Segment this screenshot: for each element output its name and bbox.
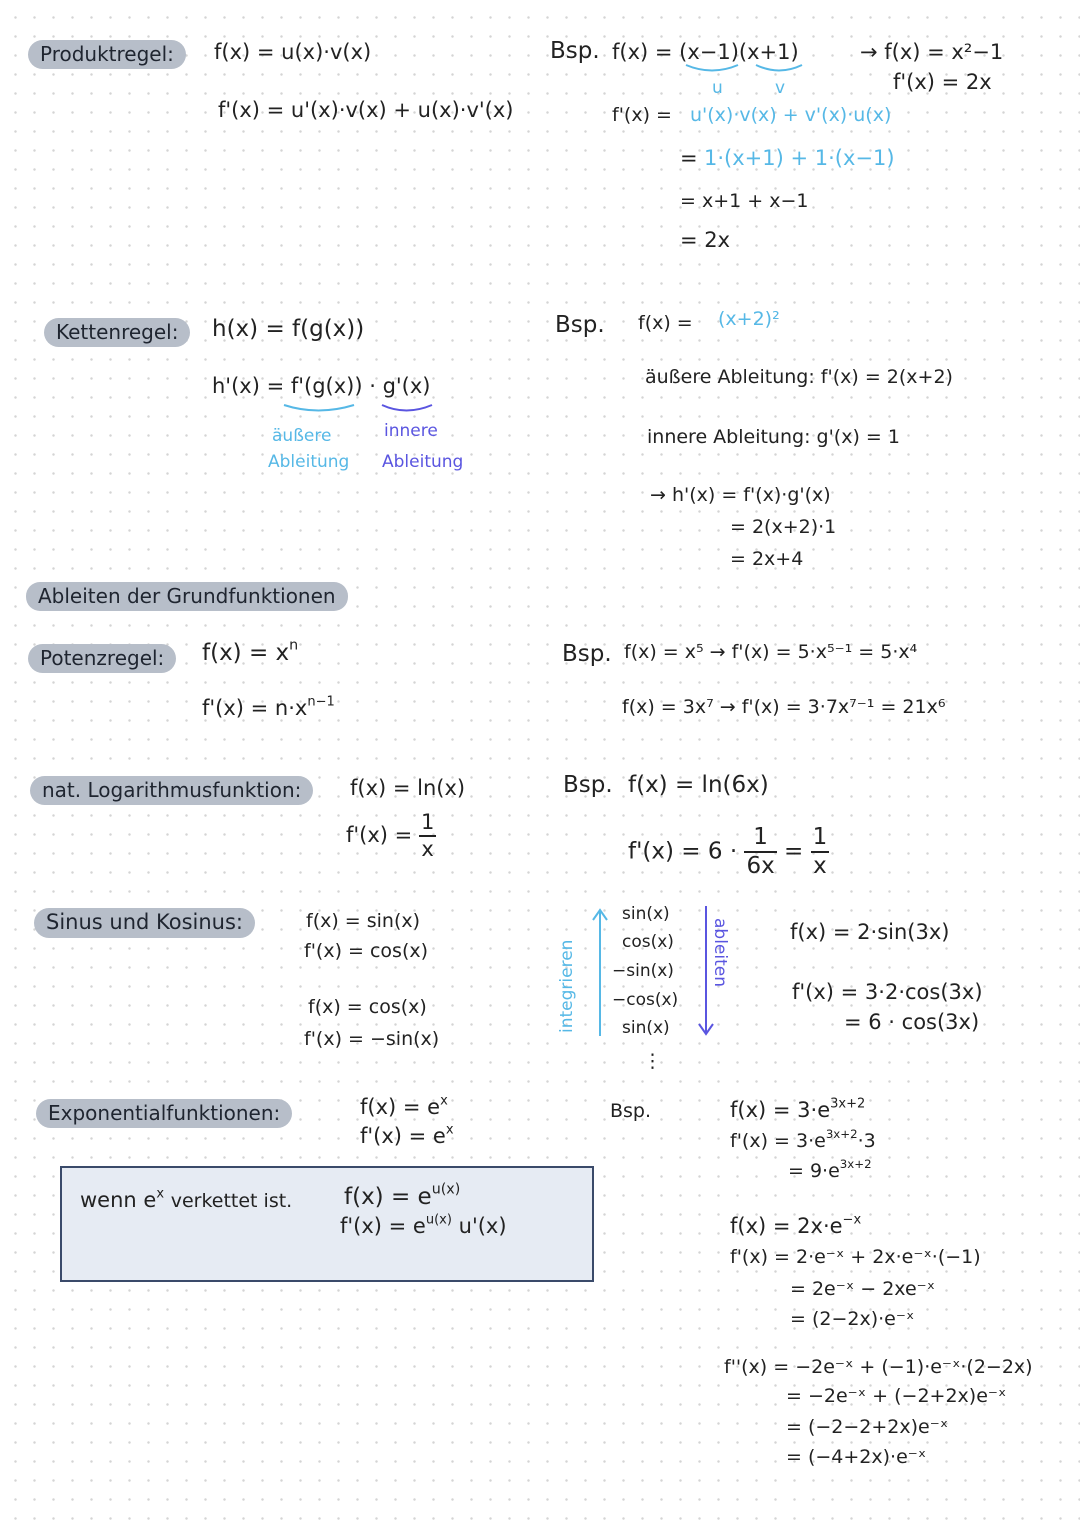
sin-example-fprime: f'(x) = 3·2·cos(3x) xyxy=(792,980,983,1004)
cycle-dots: ⋮ xyxy=(643,1050,662,1072)
potenz-fp-exp: n−1 xyxy=(307,694,335,710)
sin-formula: f(x) = sin(x) xyxy=(306,910,421,932)
potenz-bsp: Bsp. xyxy=(562,641,612,667)
expo-ex2-line2: f'(x) = 2·e⁻ˣ + 2x·e⁻ˣ·(−1) xyxy=(730,1246,981,1268)
potenz-example-2: f(x) = 3x⁷ → f'(x) = 3·7x⁷⁻¹ = 21x⁶ xyxy=(622,696,946,718)
produkt-u-label: u xyxy=(712,78,723,98)
kettenregel-label: Kettenregel: xyxy=(44,318,190,347)
sin-derivative: f'(x) = cos(x) xyxy=(304,940,429,962)
expo-ex2-line3: = 2e⁻ˣ − 2xe⁻ˣ xyxy=(790,1278,936,1300)
ketten-derivative: h'(x) = f'(g(x)) · g'(x) xyxy=(212,374,431,398)
ln-fraction xyxy=(419,812,436,860)
potenz-fp-base: f'(x) = n·x xyxy=(202,696,308,720)
produkt-arrow-f: → f(x) = x²−1 xyxy=(860,40,1004,64)
box-formula xyxy=(344,1181,461,1210)
sin-example-f: f(x) = 2·sin(3x) xyxy=(790,920,950,944)
produkt-formula: f(x) = u(x)·v(x) xyxy=(214,40,372,64)
produkt-v-label: v xyxy=(775,78,786,98)
logarithmus-label: nat. Logarithmusfunktion: xyxy=(30,776,313,805)
integrieren-arrow-icon xyxy=(584,906,614,1040)
expo-ex1-l3-base: = 9·e xyxy=(788,1160,840,1182)
ln-ex-fraction-1 xyxy=(744,826,776,878)
cycle-item-2: cos(x) xyxy=(622,932,674,952)
ketten-innere: innere xyxy=(384,421,438,441)
ln-fp-lhs: f'(x) = xyxy=(346,823,413,847)
box-fp-exp: u(x) xyxy=(425,1212,452,1228)
ln-ex-num-2: 1 xyxy=(811,826,830,853)
box-fp-base: f'(x) = e xyxy=(340,1214,426,1238)
box-text-e: wenn e xyxy=(80,1188,157,1212)
ln-frac-num: 1 xyxy=(419,812,436,837)
expo-ex2-line1 xyxy=(730,1212,862,1238)
expo-ex2-l1-exp: −x xyxy=(842,1212,862,1228)
integrieren-label: integrieren xyxy=(557,939,577,1033)
cycle-item-4: −cos(x) xyxy=(612,990,679,1010)
ln-frac-den: x xyxy=(421,837,434,861)
ketten-res3: = 2x+4 xyxy=(730,548,804,570)
expo-ex1-l2-rest: ·3 xyxy=(857,1130,876,1152)
expo-ex2-line7: = (−2−2+2x)e⁻ˣ xyxy=(786,1416,949,1438)
potenz-derivative xyxy=(202,694,335,720)
ketten-innere-ableitung: Ableitung xyxy=(382,452,464,472)
expo-ex1-l1-exp: 3x+2 xyxy=(830,1096,866,1112)
expo-fp-exp: x xyxy=(445,1122,454,1138)
expo-ex2-line4: = (2−2x)·e⁻ˣ xyxy=(790,1308,915,1330)
exponential-label: Exponentialfunktionen: xyxy=(36,1099,292,1128)
potenzregel-label: Potenzregel: xyxy=(28,644,176,673)
expo-formula xyxy=(360,1093,448,1119)
sinus-kosinus-label: Sinus und Kosinus: xyxy=(34,908,255,938)
produktregel-label: Produktregel: xyxy=(28,40,186,69)
ln-ex-eq: = xyxy=(784,838,804,865)
ln-ex-den-1: 6x xyxy=(746,853,775,879)
produkt-derivative: f'(x) = u'(x)·v(x) + u(x)·v'(x) xyxy=(218,98,514,122)
expo-ex1-l1-base: f(x) = 3·e xyxy=(730,1098,831,1122)
ln-example-derivative xyxy=(628,826,829,878)
ketten-res1: → h'(x) = f'(x)·g'(x) xyxy=(650,484,831,506)
expo-ex1-line1 xyxy=(730,1096,866,1122)
ketten-braces xyxy=(282,402,442,418)
ln-ex-fp: f'(x) = 6 · xyxy=(628,838,738,865)
box-text xyxy=(80,1186,293,1212)
ableiten-label: ableiten xyxy=(710,918,730,988)
ketten-ex-rhs: (x+2)² xyxy=(718,308,780,330)
potenz-formula xyxy=(202,637,299,666)
sin-example-fprime-2: = 6 · cos(3x) xyxy=(844,1010,980,1034)
expo-f-exp: x xyxy=(440,1093,448,1109)
produkt-braces xyxy=(684,62,814,78)
ketten-aeussere-ableitung: Ableitung xyxy=(268,452,350,472)
box-text-rest: verkettet ist. xyxy=(170,1190,293,1212)
cycle-item-1: sin(x) xyxy=(622,904,670,924)
expo-ex1-l2-base: f'(x) = 3·e xyxy=(730,1130,826,1152)
cycle-item-3: −sin(x) xyxy=(612,961,674,981)
expo-bsp: Bsp. xyxy=(610,1100,652,1122)
grundfunktionen-heading: Ableiten der Grundfunktionen xyxy=(26,582,348,611)
potenz-f-exp: n xyxy=(289,637,299,654)
ln-ex-den-2: x xyxy=(813,853,827,879)
expo-ex2-line6: = −2e⁻ˣ + (−2+2x)e⁻ˣ xyxy=(786,1385,1007,1407)
expo-ex1-l3-exp: 3x+2 xyxy=(839,1157,872,1172)
expo-f-base: f(x) = e xyxy=(360,1095,441,1119)
box-derivative xyxy=(340,1212,507,1238)
expo-fp-base: f'(x) = e xyxy=(360,1124,446,1148)
potenz-example-1: f(x) = x⁵ → f'(x) = 5·x⁵⁻¹ = 5·x⁴ xyxy=(624,641,918,663)
ketten-aeussere: äußere xyxy=(272,426,332,446)
ln-ex-num-1: 1 xyxy=(744,826,776,853)
produkt-arrow-fprime: f'(x) = 2x xyxy=(893,70,992,94)
ln-bsp: Bsp. xyxy=(563,772,613,798)
ln-formula: f(x) = ln(x) xyxy=(350,776,466,800)
box-f-exp: u(x) xyxy=(431,1181,461,1198)
expo-ex2-l1-base: f(x) = 2x·e xyxy=(730,1214,843,1238)
expo-derivative xyxy=(360,1122,454,1148)
ketten-formula: h(x) = f(g(x)) xyxy=(212,316,365,342)
produkt-bsp: Bsp. xyxy=(550,38,600,64)
expo-ex2-line8: = (−4+2x)·e⁻ˣ xyxy=(786,1446,927,1468)
produkt-fp-rule: u'(x)·v(x) + v'(x)·u(x) xyxy=(690,104,892,126)
produkt-step2: = x+1 + x−1 xyxy=(680,190,809,212)
produkt-fp-lhs: f'(x) = xyxy=(612,104,672,126)
potenz-f-base: f(x) = x xyxy=(202,640,290,666)
box-fp-rest: u'(x) xyxy=(458,1214,507,1238)
ln-derivative xyxy=(346,812,436,860)
ketten-bsp: Bsp. xyxy=(555,312,605,338)
ketten-ex-lhs: f(x) = xyxy=(638,312,693,334)
ln-ex-fraction-2 xyxy=(811,826,830,878)
ln-example-f: f(x) = ln(6x) xyxy=(628,772,769,798)
expo-ex1-l2-exp: 3x+2 xyxy=(825,1127,858,1142)
produkt-example: f(x) = (x−1)(x+1) xyxy=(612,40,799,64)
ketten-outer: äußere Ableitung: f'(x) = 2(x+2) xyxy=(645,366,953,388)
produkt-step1-eq: = xyxy=(680,146,698,170)
verkettet-box xyxy=(60,1166,594,1282)
produkt-step3: = 2x xyxy=(680,228,731,252)
produkt-step1: 1·(x+1) + 1·(x−1) xyxy=(704,146,895,170)
expo-ex1-line2 xyxy=(730,1127,876,1152)
expo-ex1-line3 xyxy=(788,1157,872,1182)
ketten-res2: = 2(x+2)·1 xyxy=(730,516,837,538)
expo-ex2-line5: f''(x) = −2e⁻ˣ + (−1)·e⁻ˣ·(2−2x) xyxy=(724,1356,1033,1378)
cos-formula: f(x) = cos(x) xyxy=(308,996,427,1018)
ketten-inner: innere Ableitung: g'(x) = 1 xyxy=(647,426,900,448)
cycle-item-5: sin(x) xyxy=(622,1018,670,1038)
box-text-exp: x xyxy=(156,1186,165,1202)
cos-derivative: f'(x) = −sin(x) xyxy=(304,1028,440,1050)
box-f-base: f(x) = e xyxy=(344,1184,432,1210)
